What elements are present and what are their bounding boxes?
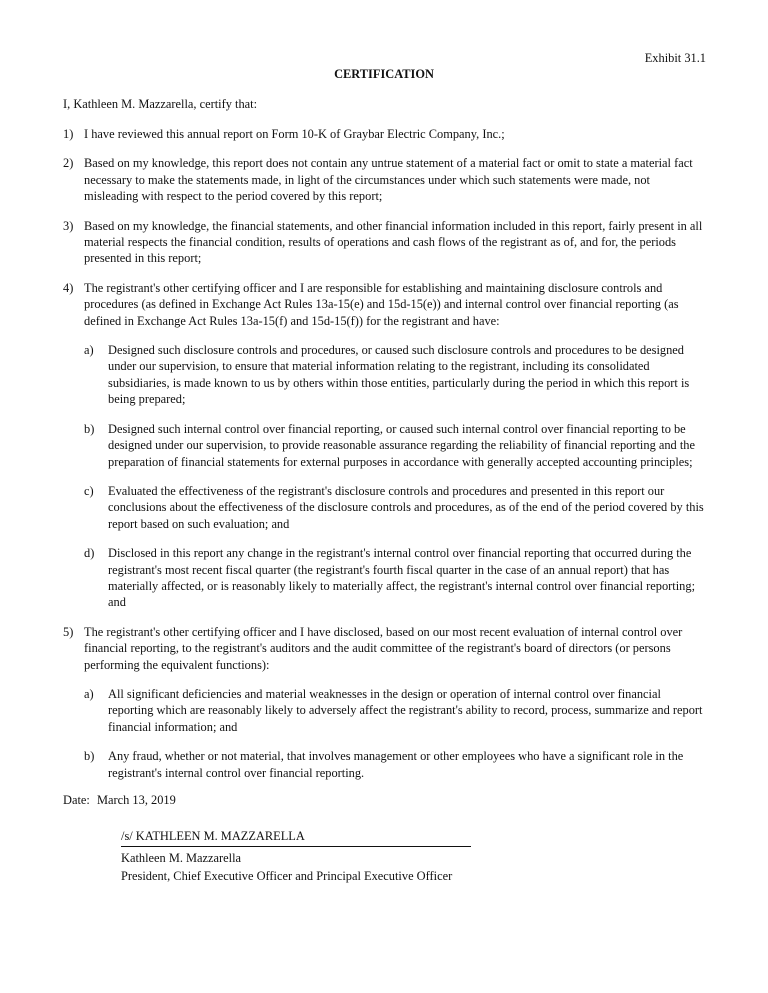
item-text: The registrant's other certifying officer and I have disclosed, based on our most recent evaluation of internal control over financial reporting, to the registrant's auditors and the audit committee of the registrant's board of directors (or persons performing the equivalent functions): xyxy=(84,624,683,672)
item-number: 2) xyxy=(63,156,74,171)
item-text: The registrant's other certifying officer and I are responsible for establishing and maintaining disclosure controls and procedures (as defined in Exchange Act Rules 13a-15(e) and 15d-15(e)) and internal control over financial reporting (as defined in Exchange Act Rules 13a-15(f) and 15d-15(f)) for the registrant and have: xyxy=(84,280,679,328)
list-item xyxy=(63,155,707,204)
sub-item-letter: b) xyxy=(84,749,95,764)
signature-block xyxy=(121,827,471,885)
sub-list-item xyxy=(63,686,707,735)
certification-list xyxy=(63,126,707,794)
sub-item-text: Designed such internal control over financial reporting, or caused such internal control over financial reporting to be designed under our supervision, to provide reasonable assurance regarding the reliability of financial reporting and the preparation of financial statements for external purposes in accordance with generally accepted accounting principles; xyxy=(108,421,695,469)
item-number: 5) xyxy=(63,624,74,639)
sub-item-letter: a) xyxy=(84,343,94,358)
item-text: Based on my knowledge, the financial statements, and other financial information included in this report, fairly present in all material respects the financial condition, results of operations and cash flows of the registrant as of, and for, the periods presented in this report; xyxy=(84,218,703,266)
list-item xyxy=(63,126,707,142)
intro-statement: I, Kathleen M. Mazzarella, certify that: xyxy=(63,97,258,111)
date-line xyxy=(63,792,176,808)
date-value: March 13, 2019 xyxy=(97,793,176,807)
sub-item-letter: b) xyxy=(84,421,95,436)
date-label: Date: xyxy=(63,793,90,807)
item-text: I have reviewed this annual report on Form 10-K of Graybar Electric Company, Inc.; xyxy=(84,127,505,141)
sub-list-item xyxy=(63,342,707,408)
sub-item-text: Any fraud, whether or not material, that involves management or other employees who have a significant role in the registrant's internal control over financial reporting. xyxy=(108,749,684,780)
sub-item-letter: c) xyxy=(84,483,94,498)
sub-list-item xyxy=(63,421,707,470)
document-title: CERTIFICATION xyxy=(334,67,434,81)
sub-list-item xyxy=(63,483,707,532)
list-item xyxy=(63,624,707,781)
item-text: Based on my knowledge, this report does not contain any untrue statement of a material fact or omit to state a material fact necessary to make the statements made, in light of the circumstances under which such statements were made, not misleading with respect to the period covered by this report; xyxy=(84,156,693,204)
sub-list-item xyxy=(63,748,707,781)
sub-list-item xyxy=(63,545,707,611)
sub-item-text: Disclosed in this report any change in the registrant's internal control over financial reporting that occurred during the registrant's most recent fiscal quarter (the registrant's fourth fiscal quarter in the case of an annual report) that has materially affected, or is reasonably likely to materially affect, the registrant's internal control over financial reporting; and xyxy=(108,546,696,610)
item-number: 1) xyxy=(63,127,74,141)
signature-line: /s/ KATHLEEN M. MAZZARELLA xyxy=(121,827,471,847)
sub-item-letter: d) xyxy=(84,546,95,561)
signatory-name: Kathleen M. Mazzarella xyxy=(121,851,242,865)
signatory-title: President, Chief Executive Officer and Principal Executive Officer xyxy=(121,869,453,883)
sub-item-letter: a) xyxy=(84,686,94,701)
sub-item-text: All significant deficiencies and material weaknesses in the design or operation of internal control over financial reporting which are reasonably likely to adversely affect the registrant's ability to record, process, summarize and report financial information; and xyxy=(108,686,703,734)
sub-item-text: Evaluated the effectiveness of the registrant's disclosure controls and procedures and presented in this report our conclusions about the effectiveness of the disclosure controls and procedures, as of the end of the period covered by this report based on such evaluation; and xyxy=(108,483,704,531)
list-item xyxy=(63,280,707,611)
sub-list xyxy=(63,342,707,611)
sub-item-text: Designed such disclosure controls and procedures, or caused such disclosure controls and procedures to be designed under our supervision, to ensure that material information relating to the registrant, including its consolidated subsidiaries, is made known to us by others within those entities, particularly during the period in which this report is being prepared; xyxy=(108,343,690,407)
item-number: 4) xyxy=(63,280,74,295)
list-item xyxy=(63,218,707,267)
item-number: 3) xyxy=(63,218,74,233)
exhibit-number: Exhibit 31.1 xyxy=(644,51,706,65)
sub-list xyxy=(63,686,707,781)
